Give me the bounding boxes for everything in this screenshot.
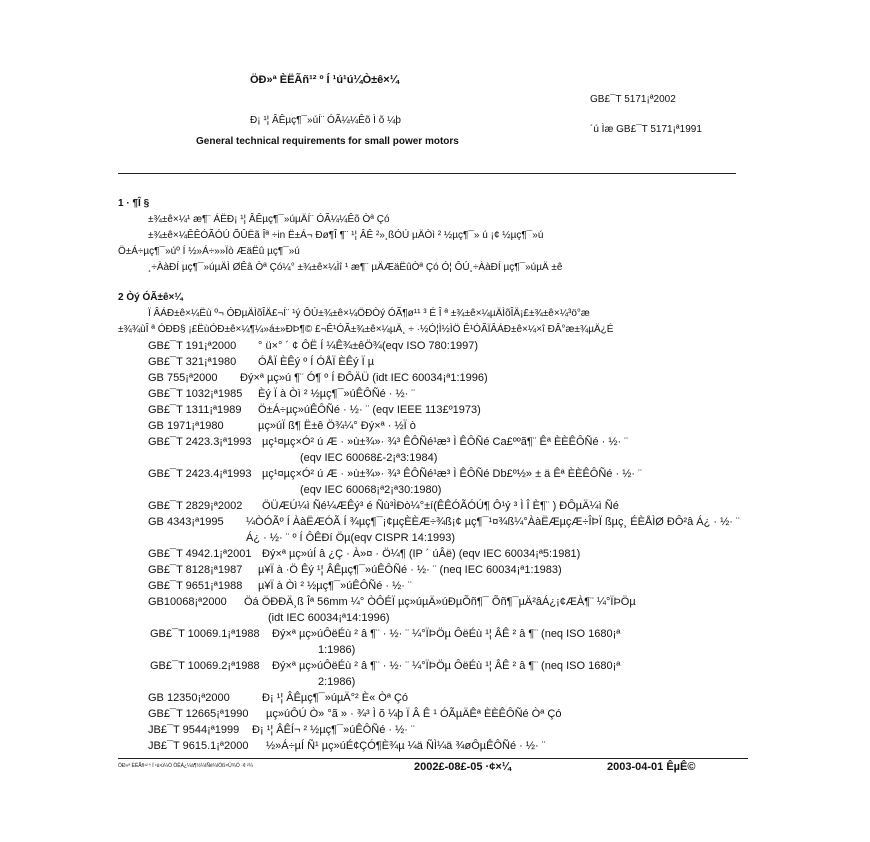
reference-title: µ¥Ï à ·Ö Êý ¹¦ ÂÊµç¶¯»úÊÔÑé · ½· ¨ (neq IEC 60034¡ª1:1983) [258, 564, 562, 576]
section-2-heading: 2 Òý ÓÃ±ê×¼ [118, 292, 183, 303]
reference-title: ° ü×° ´ ¢ ÔË Í ¼Ê¾±êÖ¾(eqv ISO 780:1997) [258, 340, 478, 352]
footer-rule [118, 758, 748, 759]
reference-title-cont: Á¿ · ½· ¨ º Í ÔÊÐí Öµ(eqv CISPR 14:1993) [246, 532, 456, 544]
document-title-en: General technical requirements for small power motors [196, 136, 459, 147]
section-1-line: ±¾±ê×¼ÊÊÓÃÓÚ ÕÛËã Îª ÷in Ë±Á¬ Ðø¶Î ¶¨ ¹¦ ÂÊ ²»¸ßÓÚ µÄÒì ² ½µç¶¯» ú ¡¢ ½µç¶¯»ú [148, 230, 544, 241]
reference-code: GB£¯T 10069.1¡ª1988 [150, 628, 260, 640]
reference-code: GB£¯T 2423.3¡ª1993 [148, 436, 252, 448]
reference-title: µç¹¤µç×Ó² ú Æ · »ù±¾»· ¾³ ÊÔÑé¹æ³ Ì ÊÔÑé Ca£ººã¶¨ Êª ÈÈÊÔÑé · ½· ¨ [262, 436, 628, 448]
reference-title: ¼ÒÓÃº Í ÀàËÆÓÃ Í ¾µç¶¯¡¢µçÈÈÆ÷¾ß¡¢ µç¶¯¹¤¾ß¼°ÀàËÆµçÆ÷ÎÞÏ ßµç¸ ÉÈÅÌØ ÐÔ²â Á¿ · ½· ¨ [246, 516, 740, 528]
effective-date: 2003-04-01 ÊµÊ© [607, 761, 696, 773]
reference-title-cont: 1:1986) [318, 644, 356, 656]
reference-title: Ðý×ª µç»ú ¶¨ Ó¶ º Í ÐÔÄÜ (idt IEC 60034¡ª1:1996) [240, 372, 488, 384]
reference-title: Ð¡ ¹¦ ÂÊÍ¬ ² ½µç¶¯»úÊÔÑé · ½· ¨ [252, 724, 415, 736]
reference-code: GB£¯T 9651¡ª1988 [148, 580, 243, 592]
reference-code: GB£¯T 4942.1¡ª2001 [148, 548, 252, 560]
reference-title: Ðý×ª µç»úÔëÉù ² â ¶¨ · ½· ¨ ¼°ÏÞÖµ ÔëÉù ¹¦ ÂÊ ² â ¶¨ (neq ISO 1680¡ª [272, 628, 621, 640]
header-rule [118, 173, 736, 174]
section-1-line: ±¾±ê×¼¹ æ¶¨ ÁËÐ¡ ¹¦ ÂÊµç¶¯»úµÄÍ¨ ÓÃ¼¼Êõ Òª Çó [148, 214, 390, 225]
reference-title-cont: (idt IEC 60034¡ª14:1996) [268, 612, 390, 624]
reference-title: µç»úÔÚ Ò» °ã » · ¾³ Ì õ ¼þ Ï Â Ê ¹ ÓÃµÄÊª ÈÈÊÔÑé Òª Çó [266, 708, 562, 720]
reference-title-cont: 2:1986) [318, 676, 356, 688]
reference-title: Öá ÖÐÐÄ¸ß Îª 56mm ¼° ÒÔÉÏ µç»úµÄ»úÐµÕñ¶¯ Õñ¶¯µÄ²âÁ¿¡¢ÆÀ¶¨ ¼°ÏÞÖµ [244, 596, 636, 608]
reference-title: ÖÜÆÚ¼ì Ñé¼ÆÊý³ é Ñù³ÌÐò¼°±í(ÊÊÓÃÓÚ¶ Ô¹ý ³ Ì Î È¶¨ ) ÐÔµÄ¼ì Ñé [262, 500, 619, 512]
reference-code: GB 755¡ª2000 [148, 372, 218, 384]
reference-title-cont: (eqv IEC 60068£-2¡ª3:1984) [300, 452, 438, 464]
reference-code: GB10068¡ª2000 [148, 596, 227, 608]
reference-code: JB£¯T 9615.1¡ª2000 [148, 740, 249, 752]
reference-code: GB 1971¡ª1980 [148, 420, 224, 432]
reference-code: GB£¯T 10069.2¡ª1988 [150, 660, 260, 672]
section-1-heading: 1 · ¶Î § [118, 198, 150, 209]
reference-code: GB£¯T 12665¡ª1990 [148, 708, 249, 720]
reference-code: GB£¯T 1311¡ª1989 [148, 404, 242, 416]
reference-title: Ö±Á÷µç»úÊÔÑé · ½· ¨ (eqv IEEE 113£º1973) [258, 404, 481, 416]
reference-title: Ðý×ª µç»úÔëÉù ² â ¶¨ · ½· ¨ ¼°ÏÞÖµ ÔëÉù ¹¦ ÂÊ ² â ¶¨ (neq ISO 1680¡ª [272, 660, 621, 672]
reference-title: Èý Ï à Òì ² ½µç¶¯»úÊÔÑé · ½· ¨ [258, 388, 416, 400]
reference-title-cont: (eqv IEC 60068¡ª2¡ª30:1980) [300, 484, 442, 496]
reference-code: GB£¯T 191¡ª2000 [148, 340, 237, 352]
section-2-intro: ±¾¾ùÎ ª ÓÐÐ§ ¡£ËùÓÐ±ê×¼¶¼»á±»ÐÞ¶© £¬Ê¹ÓÃ±¾±ê×¼µÄ¸ ÷ ·½Ó¦Ì½ÌÖ Ê¹ÓÃÏÂÁÐ±ê×¼×î ÐÂ°æ±¾µÄ¿É [118, 324, 614, 335]
document-title-cn: ÖÐ»ª ÈËÃñ¹² º Í ¹ú¹ú¼Ò±ê×¼ [250, 74, 399, 86]
document-subtitle-cn: Ð¡ ¹¦ ÂÊµç¶¯»úÍ¨ ÓÃ¼¼Êõ Ì õ ¼þ [250, 115, 401, 126]
issue-date: 2002£-08£-05 ·¢×¼ [414, 761, 511, 773]
reference-title: Ðý×ª µç»úÍ â ¿Ç · À»¤ · Ö¼¶ (IP ´ úÂë) (eqv IEC 60034¡ª5:1981) [262, 548, 581, 560]
issuing-authority: ÖÐ»ª ÈËÃñ¹² º Í ¹ú¹ú¼Ò ÖÊÁ¿¼à¶½¼ìÑé¼ìÒß×Ü¾Ö ·¢ ²¼ [118, 763, 253, 769]
reference-code: GB£¯T 2423.4¡ª1993 [148, 468, 252, 480]
reference-code: GB£¯T 2829¡ª2002 [148, 500, 243, 512]
reference-title: Ð¡ ¹¦ ÂÊµç¶¯»úµÄ°² È« Òª Çó [262, 692, 409, 704]
reference-code: GB£¯T 1032¡ª1985 [148, 388, 243, 400]
reference-code: GB£¯T 321¡ª1980 [148, 356, 237, 368]
reference-code: GB 4343¡ª1995 [148, 516, 224, 528]
reference-title: µç»úÏ ß¶ Ë±ê Ö¾¼° Ðý×ª · ½Ï ò [258, 420, 416, 432]
reference-code: JB£¯T 9544¡ª1999 [148, 724, 240, 736]
section-2-intro: Ï ÂÁÐ±ê×¼Ëù º¬ ÓÐµÄÌõÎÄ£¬Í¨ ¹ý ÔÚ±¾±ê×¼ÖÐÒý ÓÃ¶ø¹¹ ³ É Î ª ±¾±ê×¼µÄÌõÎÄ¡£±¾±ê×¼³ö°æ [148, 308, 590, 319]
reference-code: GB 12350¡ª2000 [148, 692, 230, 704]
section-1-line: ¸÷ÀàÐÍ µç¶¯»úµÄÌ ØÊâ Òª Çó¼° ±¾±ê×¼Ìî ¹ æ¶¨ µÄÆäËûÒª Çó Ó¦ ÔÚ¸÷ÀàÐÍ µç¶¯»úµÄ ±ê [148, 262, 563, 273]
replaces-standard: ´ú Ìæ GB£¯T 5171¡ª1991 [590, 124, 702, 135]
reference-title: µç¹¤µç×Ó² ú Æ · »ù±¾»· ¾³ ÊÔÑé¹æ³ Ì ÊÔÑé Db£º½» ± ä Êª ÈÈÊÔÑé · ½· ¨ [262, 468, 642, 480]
section-1-line: Ö±Á÷µç¶¯»úº Í ½»Á÷»»Ïò ÆäËû µç¶¯»ú [118, 246, 300, 257]
reference-code: GB£¯T 8128¡ª1987 [148, 564, 243, 576]
reference-title: µ¥Ï à Òì ² ½µç¶¯»úÊÔÑé · ½· ¨ [258, 580, 412, 592]
standard-number: GB£¯T 5171¡ª2002 [590, 94, 676, 105]
reference-title: ½»Á÷µÍ Ñ¹ µç»úÉ¢ÇÓ¶È¾µ ¼ä ÑÌ¼ä ¾øÔµÊÔÑé · ½· ¨ [266, 740, 546, 752]
reference-title: ÓÅÏ ÈÊý º Í ÓÅÏ ÈÊý Ï µ [258, 356, 375, 368]
